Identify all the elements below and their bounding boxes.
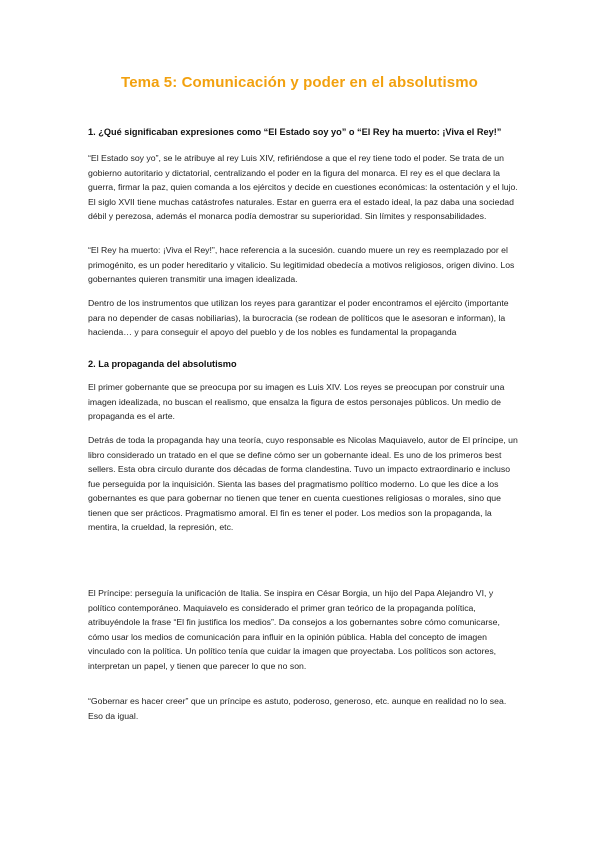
section-2-paragraph-2: Detrás de toda la propaganda hay una teoría, cuyo responsable es Nicolas Maquiavelo, autor de El príncipe, un libro considerado un tratado en el que se define cómo ser un gobernante ideal. Es uno de los primeros best sellers. Esta obra circulo durante dos décadas de forma clandestina. Tuvo un impacto extraordinario e incluso fue perseguida por la inquisición. Sienta las bases del pragmatismo político moderno. Lo que les dice a los gobernantes es que para gobernar no tienen que tener en cuenta cuestiones religiosas o morales, sino que tienen que ser prácticos. Pragmatismo amoral. El fin es tener el poder. Los medios son la propaganda, la mentira, la crueldad, la represión, etc. [88,435,518,532]
section-2-paragraph-3: El Príncipe: perseguía la unificación de Italia. Se inspira en César Borgia, un hijo del Papa Alejandro VI, y político contemporáneo. Maquiavelo es considerado el primer gran teórico de la propaganda política, atribuyéndole la frase “El fin justifica los medios”. Da consejos a los gobernantes sobre cómo comunicarse, cómo usar los medios de comunicación para influir en la opinión pública. Habla del concepto de imagen vinculado con la política. Un político tenía que cuidar la imagen que proyectaba. Los políticos son actores, interpretan un papel, y tienen que parecer lo que no son. [88,588,500,671]
document-title: Tema 5: Comunicación y poder en el absolutismo [121,74,478,91]
section-2-paragraph-1: El primer gobernante que se preocupa por su imagen es Luis XIV. Los reyes se preocupan por construir una imagen idealizada, no buscan el realismo, que ensalza la figura de estos personajes públicos. Un medio de propaganda es el arte. [88,382,505,421]
section-1-heading: 1. ¿Qué significaban expresiones como “El Estado soy yo” o “El Rey ha muerto: ¡Viva el Rey!” [88,127,502,137]
section-1-paragraph-3: Dentro de los instrumentos que utilizan los reyes para garantizar el poder encontramos el ejército (importante para no depender de casas nobiliarias), la burocracia (se rodean de políticos que le asesoran e informan), la hacienda… y para conseguir el apoyo del pueblo y de los nobles es fundamental la propaganda [88,298,509,337]
section-1-paragraph-2: “El Rey ha muerto: ¡Viva el Rey!”, hace referencia a la sucesión. cuando muere un rey es reemplazado por el primogénito, es un poder hereditario y vitalicio. Su legitimidad obedecía a motivos religiosos, origen divino. Los gobernantes quieren transmitir una imagen idealizada. [88,245,515,284]
section-2-paragraph-4: “Gobernar es hacer creer” que un príncipe es astuto, poderoso, generoso, etc. aunque en realidad no lo sea. Eso da igual. [88,696,507,721]
section-2-heading: 2. La propaganda del absolutismo [88,359,237,369]
section-1-paragraph-1: “El Estado soy yo”, se le atribuye al rey Luis XIV, refiriéndose a que el rey tiene todo el poder. Se trata de un gobierno autoritario y dictatorial, centralizando el poder en la figura del monarca. El rey es el que declara la guerra, firmar la paz, quien comanda a los ejércitos y decide en cuestiones económicas: la ostentación y el lujo. El siglo XVII tiene muchas catástrofes naturales. Estar en guerra era el estado ideal, la paz daba una sociedad débil y perezosa, además el monarca podía demostrar su superioridad. Sin límites y responsabilidades. [88,153,518,221]
